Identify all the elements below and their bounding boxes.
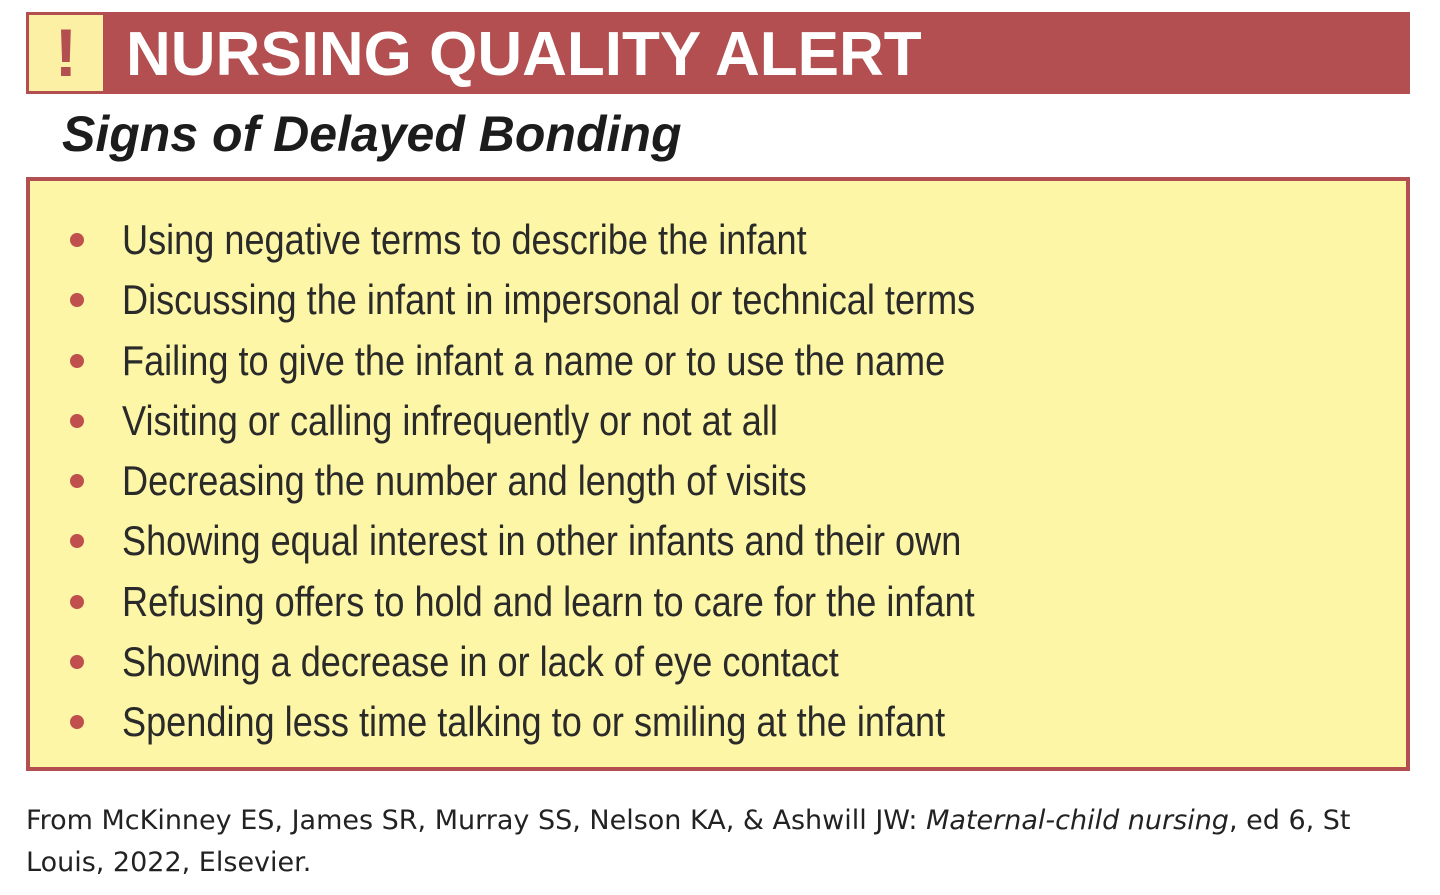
list-item-text: Spending less time talking to or smiling at the infant — [122, 698, 946, 746]
bullet-icon — [70, 293, 84, 307]
list-item — [30, 330, 1406, 390]
alert-header-banner — [26, 12, 1410, 94]
list-item-text: Showing a decrease in or lack of eye contact — [122, 638, 839, 686]
list-item-text: Refusing offers to hold and learn to care for the infant — [122, 577, 975, 625]
list-item-text: Using negative terms to describe the infant — [122, 216, 807, 263]
list-item — [30, 691, 1406, 751]
bullet-icon — [70, 715, 84, 729]
list-item — [30, 450, 1406, 510]
source-citation — [26, 800, 1436, 884]
bullet-icon — [70, 233, 84, 247]
citation-publication: , ed 6, St Louis, 2022, Elsevier. — [26, 805, 1351, 878]
bullet-icon — [70, 534, 84, 548]
signs-list — [30, 209, 1406, 752]
list-item-text: Failing to give the infant a name or to use the name — [122, 336, 946, 384]
list-item-text: Visiting or calling infrequently or not at all — [122, 396, 778, 444]
list-item-text: Discussing the infant in impersonal or technical terms — [122, 276, 976, 324]
bullet-icon — [70, 414, 84, 428]
list-item — [30, 571, 1406, 631]
bullet-icon — [70, 595, 84, 609]
exclamation-icon: ! — [54, 15, 78, 91]
bullet-icon — [70, 354, 84, 368]
alert-title: NURSING QUALITY ALERT — [126, 20, 922, 89]
alert-icon-box — [26, 12, 106, 94]
list-item — [30, 510, 1406, 570]
list-item — [30, 209, 1406, 269]
bullet-icon — [70, 474, 84, 488]
section-subtitle: Signs of Delayed Bonding — [62, 106, 682, 162]
list-item-text: Showing equal interest in other infants and their own — [122, 517, 962, 565]
list-item — [30, 269, 1406, 329]
citation-authors: From McKinney ES, James SR, Murray SS, Nelson KA, & Ashwill JW: — [26, 805, 927, 836]
bullet-icon — [70, 655, 84, 669]
list-item-text: Decreasing the number and length of visits — [122, 457, 807, 505]
list-item — [30, 631, 1406, 691]
list-item — [30, 390, 1406, 450]
citation-book-title: Maternal-child nursing — [926, 805, 1229, 836]
signs-box — [26, 177, 1410, 771]
